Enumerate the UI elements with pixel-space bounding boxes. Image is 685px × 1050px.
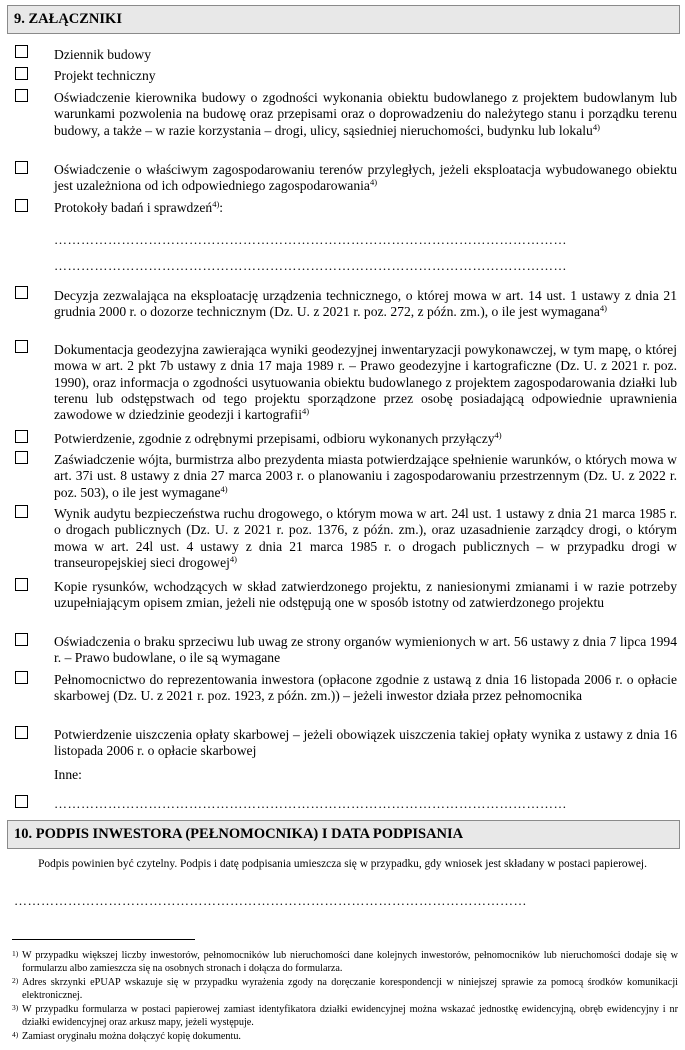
section-10-heading: 10. PODPIS INWESTORA (PEŁNOMOCNIKA) I DATA PODPISANIA xyxy=(7,820,680,849)
attachment-item-protokoly: Protokoły badań i sprawdzeń$^{4)}$: xyxy=(54,199,224,215)
checkbox-oswiadczenia-organow[interactable] xyxy=(15,633,28,646)
signature-fill-line[interactable]: …………………………………………………………………………………………………… xyxy=(14,893,527,908)
footnote-3: 3) W przypadku formularza w postaci papierowej zamiast identyfikatora działki ewidencyjnej można wskazać jednostkę ewidencyjną, obręb ewidencyjny i nr działki ewidencyjnej oraz arkusz mapy, jeżeli występuje. xyxy=(12,1003,678,1028)
checkbox-audyt-drogowy[interactable] xyxy=(15,505,28,518)
footnote-separator xyxy=(12,939,195,940)
attachment-item-decyzja-dozor: Decyzja zezwalająca na eksploatację urządzenia technicznego, o której mowa w art. 14 ust. 1 ustawy z dnia 21 grudnia 2000 r. o dozorze technicznym (Dz. U. z 2021 r. poz. 272, z późn. zm.), o ile jest wymagana$^{4)}$ xyxy=(54,288,677,320)
inne-fill-line[interactable]: …………………………………………………………………………………………………… xyxy=(54,796,567,811)
attachment-item-kopie-rysunkow: Kopie rysunków, wchodzących w skład zatwierdzonego projektu, z naniesionymi zmianami i w razie potrzeby uzupełniającym opisem zmian, jeżeli nie odstępują one w sposób istotny od zatwierdzonego projektu xyxy=(54,579,677,611)
protokoly-fill-line-2[interactable]: …………………………………………………………………………………………………… xyxy=(54,258,567,273)
attachment-item-potwierdzenie-przylaczy: Potwierdzenie, zgodnie z odrębnymi przepisami, odbioru wykonanych przyłączy$^{4)}$ xyxy=(54,430,502,446)
checkbox-dziennik-budowy[interactable] xyxy=(15,45,28,58)
checkbox-dokumentacja-geodezyjna[interactable] xyxy=(15,340,28,353)
footnote-4: 4) Zamiast oryginału można dołączyć kopię dokumentu. xyxy=(12,1030,241,1042)
checkbox-pelnomocnictwo[interactable] xyxy=(15,671,28,684)
checkbox-oswiadczenie-tereny[interactable] xyxy=(15,161,28,174)
other-attachments-label: Inne: xyxy=(54,767,82,782)
protokoly-fill-line-1[interactable]: …………………………………………………………………………………………………… xyxy=(54,232,567,247)
checkbox-projekt-techniczny[interactable] xyxy=(15,67,28,80)
checkbox-potwierdzenie-przylaczy[interactable] xyxy=(15,430,28,443)
checkbox-zaswiadczenie-wojta[interactable] xyxy=(15,451,28,464)
attachment-item-dziennik-budowy: Dziennik budowy xyxy=(54,47,152,62)
footnote-2: 2) Adres skrzynki ePUAP wskazuje się w przypadku wyrażenia zgody na doręczanie korespondencji w niniejszej sprawie za pomocą środków komunikacji elektronicznej. xyxy=(12,976,678,1001)
attachment-item-audyt-drogowy: Wynik audytu bezpieczeństwa ruchu drogowego, o którym mowa w art. 24l ust. 1 ustawy z dnia 21 marca 1985 r. o drogach publicznych (Dz. U. z 2021 r. poz. 1376, z późn. zm.), oraz uzasadnienie zarządcy drogi, o którym mowa w art. 24l ust. 4 ustawy z dnia 21 marca 1985 r. o drogach publicznych – w przypadku drogi w transeuropejskiej sieci drogowej$^{4)}$ xyxy=(54,506,677,570)
attachment-item-dokumentacja-geodezyjna: Dokumentacja geodezyjna zawierająca wyniki geodezyjnej inwentaryzacji powykonawczej, w tym mapę, o której mowa w art. 2 pkt 7b ustawy z dnia 17 maja 1989 r. – Prawo geodezyjne i kartograficzne (Dz. U. z 2021 r. poz. 1990), oraz informacja o zgodności usytuowania obiektu budowlanego z projektem zagospodarowania działki lub terenu lub odstępstwach od tego projektu sporządzone przez osobę posiadającą odpowiednie uprawnienia zawodowe w dziedzinie geodezji i kartografii$^{4)}$ xyxy=(54,342,677,423)
attachment-item-oswiadczenie-tereny: Oświadczenie o właściwym zagospodarowaniu terenów przyległych, jeżeli eksploatacja wybudowanego obiektu jest uzależniona od ich odpowiedniego zagospodarowania$^{4)}$ xyxy=(54,162,677,194)
checkbox-oswiadczenie-kierownika[interactable] xyxy=(15,89,28,102)
attachment-item-oswiadczenie-kierownika: Oświadczenie kierownika budowy o zgodności wykonania obiektu budowlanego z projektem budowlanym lub warunkami pozwolenia na budowę oraz przepisami oraz o doprowadzeniu do należytego stanu i porządku terenu budowy, a także – w razie korzystania – drogi, ulicy, sąsiedniej nieruchomości, budynku lub lokalu$^{4)}$ xyxy=(54,90,677,138)
checkbox-kopie-rysunkow[interactable] xyxy=(15,578,28,591)
checkbox-oplata-skarbowa[interactable] xyxy=(15,726,28,739)
checkbox-inne[interactable] xyxy=(15,795,28,808)
attachment-item-zaswiadczenie-wojta: Zaświadczenie wójta, burmistrza albo prezydenta miasta potwierdzające spełnienie warunków, o których mowa w art. 37i ust. 8 ustawy z dnia 27 marca 2003 r. o planowaniu i zagospodarowaniu przestrzennym (Dz. U. z 2022 r. poz. 503), o ile jest wymagane$^{4)}$ xyxy=(54,452,677,500)
footnote-1: 1) W przypadku większej liczby inwestorów, pełnomocników lub nieruchomości dane kolejnych inwestorów, pełnomocników lub nieruchomości dodaje się w formularzu albo zamieszcza się na osobnych stronach i dołącza do formularza. xyxy=(12,949,678,974)
signature-note: Podpis powinien być czytelny. Podpis i datę podpisania umieszcza się w przypadku, gdy wniosek jest składany w postaci papierowej. xyxy=(38,858,647,870)
attachment-item-oplata-skarbowa: Potwierdzenie uiszczenia opłaty skarbowej – jeżeli obowiązek uiszczenia takiej opłaty wynika z ustawy z dnia 16 listopada 2006 r. o opłacie skarbowej xyxy=(54,727,677,759)
checkbox-decyzja-dozor[interactable] xyxy=(15,286,28,299)
attachment-item-oswiadczenia-organow: Oświadczenia o braku sprzeciwu lub uwag ze strony organów wymienionych w art. 56 ustawy z dnia 7 lipca 1994 r. – Prawo budowlane, o ile są wymagane xyxy=(54,634,677,666)
checkbox-protokoly[interactable] xyxy=(15,199,28,212)
attachment-item-projekt-techniczny: Projekt techniczny xyxy=(54,68,156,83)
attachment-item-pelnomocnictwo: Pełnomocnictwo do reprezentowania inwestora (opłacone zgodnie z ustawą z dnia 16 listopada 2006 r. o opłacie skarbowej (Dz. U. z 2021 r. poz. 1923, z późn. zm.)) – jeżeli inwestor działa przez pełnomocnika xyxy=(54,672,677,704)
section-9-heading: 9. ZAŁĄCZNIKI xyxy=(7,5,680,34)
